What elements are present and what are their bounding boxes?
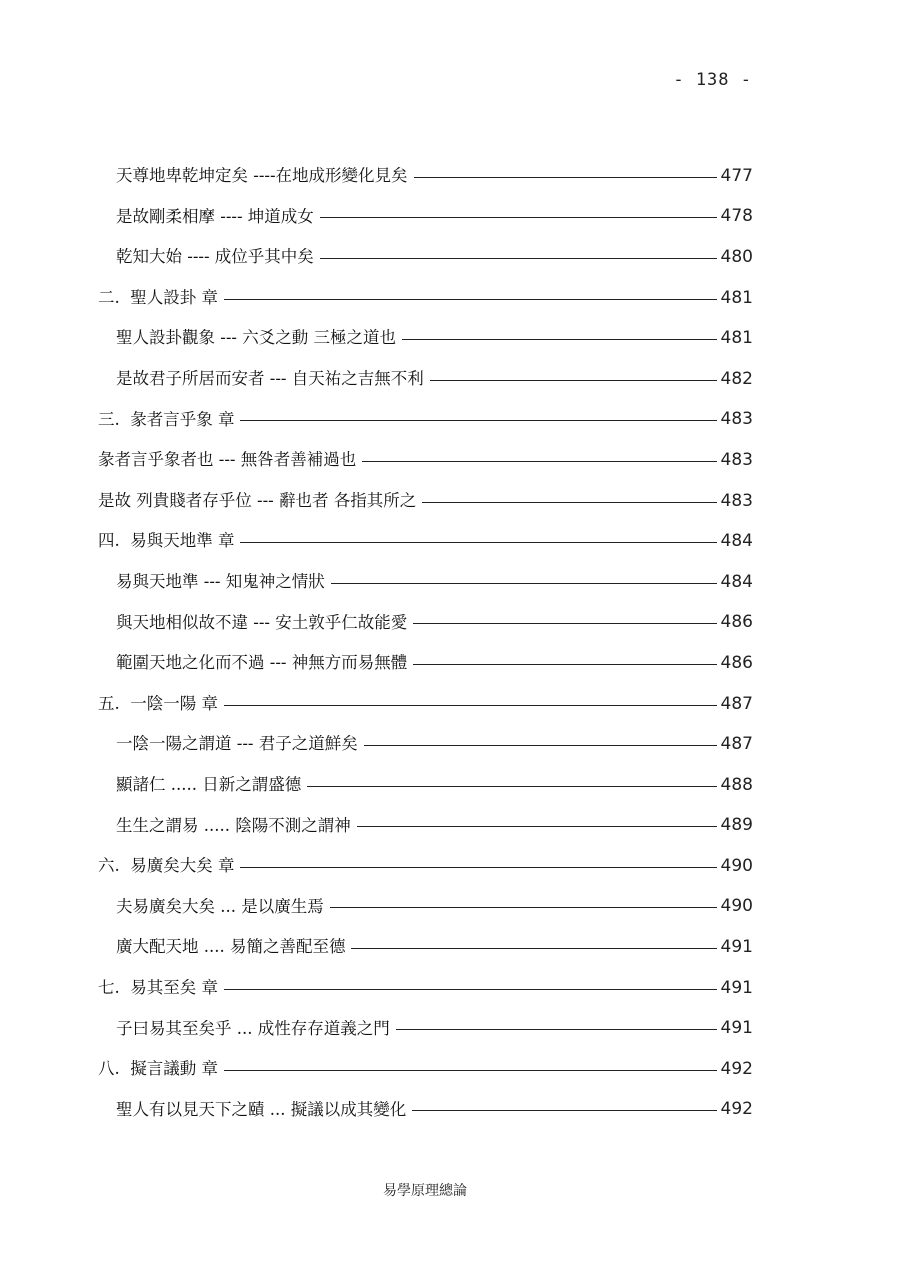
toc-entry-page: 487 bbox=[720, 734, 753, 755]
toc-entry-page: 482 bbox=[720, 368, 753, 389]
toc-entry bbox=[98, 684, 753, 725]
toc-leader-line bbox=[320, 217, 717, 218]
toc-leader-line bbox=[413, 623, 717, 624]
toc-entry-page: 483 bbox=[720, 409, 753, 430]
toc-leader-line bbox=[330, 907, 717, 908]
toc-leader-line bbox=[402, 339, 717, 340]
toc-entry-page: 492 bbox=[720, 1099, 753, 1120]
toc-entry bbox=[98, 1049, 753, 1090]
toc-entry-page: 478 bbox=[720, 206, 753, 227]
toc-entry-title: 範圍天地之化而不過 --- 神無方而易無體 bbox=[116, 653, 408, 673]
toc-entry-page: 481 bbox=[720, 287, 753, 308]
toc-entry bbox=[98, 481, 753, 522]
toc-entry-page: 491 bbox=[720, 977, 753, 998]
toc-leader-line bbox=[224, 1070, 717, 1071]
toc-entry-title: 生生之謂易 ..... 陰陽不測之謂神 bbox=[116, 815, 351, 835]
toc-leader-line bbox=[414, 177, 717, 178]
toc-entry-title: 易與天地準 --- 知鬼神之情狀 bbox=[116, 571, 325, 591]
toc-entry-page: 486 bbox=[720, 652, 753, 673]
toc-leader-line bbox=[224, 989, 717, 990]
toc-entry-page: 489 bbox=[720, 815, 753, 836]
toc-entry bbox=[98, 521, 753, 562]
toc-entry-title: 一陰一陽之謂道 --- 君子之道鮮矣 bbox=[116, 734, 358, 754]
toc-entry-title: 八. 擬言議動 章 bbox=[98, 1059, 218, 1079]
toc-leader-line bbox=[240, 420, 717, 421]
toc-entry bbox=[98, 156, 753, 197]
toc-leader-line bbox=[351, 948, 717, 949]
toc-entry-page: 477 bbox=[720, 165, 753, 186]
toc-entry-title: 是故君子所居而安者 --- 自天祐之吉無不利 bbox=[116, 369, 424, 389]
toc-entry bbox=[98, 237, 753, 278]
toc-leader-line bbox=[413, 664, 717, 665]
toc-entry-page: 487 bbox=[720, 693, 753, 714]
toc-entry bbox=[98, 197, 753, 238]
toc-entry bbox=[98, 927, 753, 968]
toc-entry bbox=[98, 440, 753, 481]
table-of-contents bbox=[98, 156, 753, 1130]
toc-entry-page: 484 bbox=[720, 571, 753, 592]
toc-leader-line bbox=[422, 502, 717, 503]
toc-entry-title: 與天地相似故不違 --- 安土敦乎仁故能愛 bbox=[116, 612, 408, 632]
toc-entry-title: 五. 一陰一陽 章 bbox=[98, 693, 218, 713]
toc-leader-line bbox=[362, 461, 717, 462]
toc-entry-title: 彖者言乎象者也 --- 無咎者善補過也 bbox=[98, 450, 357, 470]
toc-leader-line bbox=[224, 299, 717, 300]
toc-leader-line bbox=[357, 826, 717, 827]
toc-entry bbox=[98, 643, 753, 684]
toc-entry-title: 是故剛柔相摩 ---- 坤道成女 bbox=[116, 206, 314, 226]
toc-entry-page: 491 bbox=[720, 937, 753, 958]
toc-entry-page: 483 bbox=[720, 449, 753, 470]
toc-entry-page: 492 bbox=[720, 1058, 753, 1079]
toc-entry bbox=[98, 887, 753, 928]
toc-entry-page: 484 bbox=[720, 531, 753, 552]
toc-leader-line bbox=[320, 258, 717, 259]
toc-leader-line bbox=[224, 705, 717, 706]
toc-leader-line bbox=[240, 542, 717, 543]
toc-entry-title: 乾知大始 ---- 成位乎其中矣 bbox=[116, 247, 314, 267]
toc-entry-page: 491 bbox=[720, 1018, 753, 1039]
toc-entry-title: 子曰易其至矣乎 ... 成性存存道義之門 bbox=[116, 1018, 390, 1038]
toc-entry-page: 490 bbox=[720, 855, 753, 876]
toc-entry-page: 490 bbox=[720, 896, 753, 917]
toc-entry bbox=[98, 603, 753, 644]
toc-entry-title: 廣大配天地 .... 易簡之善配至德 bbox=[116, 937, 346, 957]
toc-entry-title: 三. 彖者言乎象 章 bbox=[98, 409, 235, 429]
footer-book-title: 易學原理總論 bbox=[383, 1183, 467, 1199]
toc-entry-title: 七. 易其至矣 章 bbox=[98, 977, 218, 997]
toc-entry-title: 六. 易廣矣大矣 章 bbox=[98, 856, 235, 876]
toc-entry bbox=[98, 724, 753, 765]
toc-entry-page: 486 bbox=[720, 612, 753, 633]
toc-entry-page: 480 bbox=[720, 246, 753, 267]
toc-entry bbox=[98, 1008, 753, 1049]
toc-entry-title: 天尊地卑乾坤定矣 ----在地成形變化見矣 bbox=[116, 166, 408, 186]
toc-leader-line bbox=[412, 1110, 717, 1111]
toc-entry-page: 488 bbox=[720, 774, 753, 795]
toc-leader-line bbox=[430, 380, 717, 381]
toc-entry bbox=[98, 968, 753, 1009]
toc-entry bbox=[98, 562, 753, 603]
toc-entry-title: 夫易廣矣大矣 ... 是以廣生焉 bbox=[116, 896, 324, 916]
toc-leader-line bbox=[240, 867, 717, 868]
toc-leader-line bbox=[307, 786, 717, 787]
toc-entry bbox=[98, 846, 753, 887]
toc-leader-line bbox=[364, 745, 717, 746]
toc-entry-page: 483 bbox=[720, 490, 753, 511]
toc-entry bbox=[98, 765, 753, 806]
toc-entry-title: 顯諸仁 ..... 日新之謂盛德 bbox=[116, 774, 302, 794]
toc-entry-title: 是故 列貴賤者存乎位 --- 辭也者 各指其所之 bbox=[98, 490, 417, 510]
toc-entry-title: 聖人設卦觀象 --- 六爻之動 三極之道也 bbox=[116, 328, 396, 348]
toc-leader-line bbox=[396, 1029, 717, 1030]
toc-entry bbox=[98, 1090, 753, 1131]
toc-entry-title: 二. 聖人設卦 章 bbox=[98, 287, 218, 307]
toc-entry-page: 481 bbox=[720, 328, 753, 349]
toc-entry bbox=[98, 318, 753, 359]
toc-entry bbox=[98, 278, 753, 319]
toc-entry bbox=[98, 806, 753, 847]
toc-entry bbox=[98, 359, 753, 400]
page-number: - 138 - bbox=[673, 70, 752, 90]
toc-entry-title: 四. 易與天地準 章 bbox=[98, 531, 235, 551]
toc-entry-title: 聖人有以見天下之賾 ... 擬議以成其變化 bbox=[116, 1099, 407, 1119]
toc-leader-line bbox=[331, 583, 717, 584]
toc-entry bbox=[98, 400, 753, 441]
